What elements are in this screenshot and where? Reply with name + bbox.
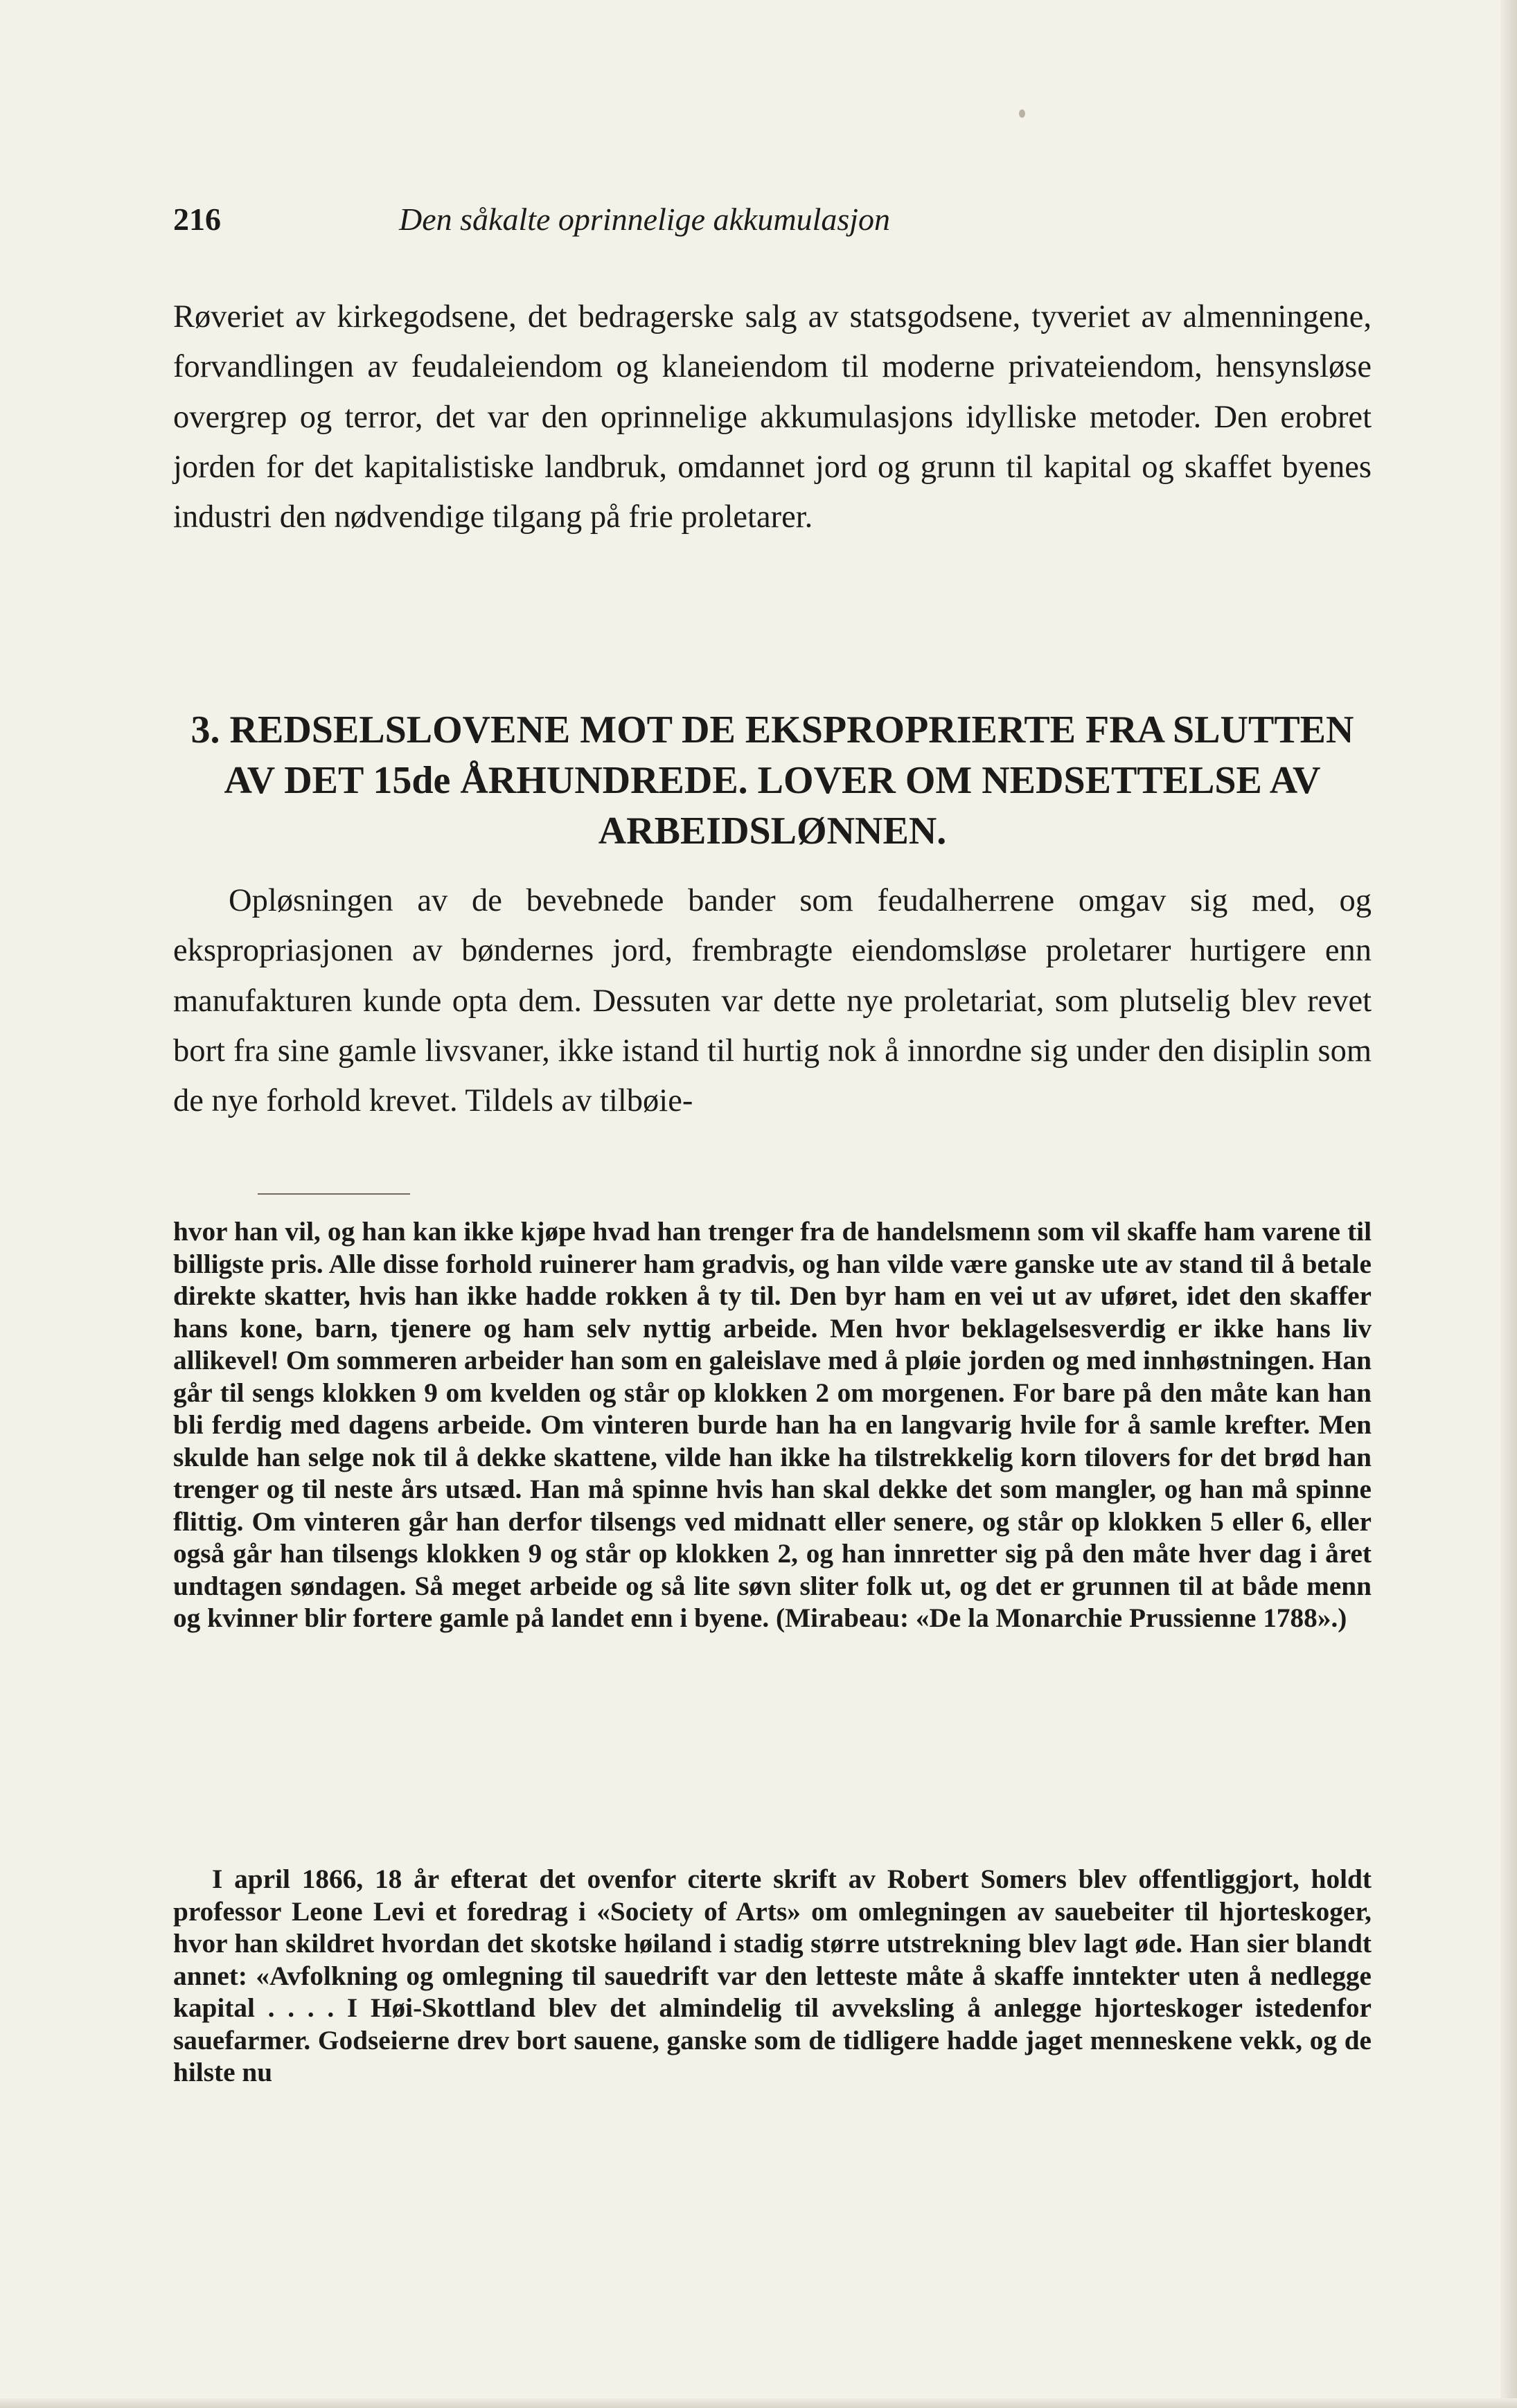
- footnote-paragraph: hvor han vil, og han kan ikke kjøpe hvad han trenger fra de handelsmenn som vil skaffe ham varene til billigste pris. Alle disse forhold ruinerer ham gradvis, og han vilde være ganske ute av stand til å betale direkte skatter, hvis han ikke hadde rokken å ty til. Den byr ham en vei ut av uføret, idet den skaffer hans kone, barn, tjenere og ham selv nyttig arbeide. Men hvor beklagelsesverdig er ikke hans liv allikevel! Om sommeren arbeider han som en galeislave med å pløie jorden og med innhøstningen. Han går til sengs klokken 9 om kvelden og står op klokken 2 om morgenen. For bare på den måte kan han bli ferdig med dagens arbeide. Om vinteren burde han ha en langvarig hvile for å samle krefter. Men skulde han selge nok til å dekke skattene, vilde han ikke ha tilstrekkelig korn tilovers for det brød han trenger og til neste års utsæd. Han må spinne hvis han skal dekke det som mangler, og han må spinne flittig. Om vinteren går han derfor tilsengs ved midnatt eller senere, og står op klokken 5 eller 6, eller også går han tilsengs klokken 9 og står op klokken 2, og han innretter sig på den måte hver dag i året undtagen søndagen. Så meget arbeide og så lite søvn sliter folk ut, og det er grunnen til at både menn og kvinner blir fortere gamle på landet enn i byene. (Mirabeau: «De la Monarchie Prussienne 1788».): [173, 1216, 1372, 1633]
- page-number: 216: [173, 202, 221, 237]
- footnote-divider: [258, 1193, 410, 1195]
- footnote-paragraph: I april 1866, 18 år efterat det ovenfor citerte skrift av Robert Somers blev offentliggjort, holdt professor Leone Levi et foredrag i «Society of Arts» om omlegningen av sauebeiter til hjorteskoger, hvor han skildret hvordan det skotske høiland i stadig større utstrekning blev lagt øde. Han sier blandt annet: «Avfolkning og omlegning til sauedrift var den letteste måte å skaffe inntekter uten å nedlegge kapital . . . . I Høi-Skottland blev det almindelig til avveksling å anlegge hjorteskoger istedenfor sauefarmer. Godseierne drev bort sauene, ganske som de tidligere hadde jaget menneskene vekk, og de hilste nu: [173, 1864, 1372, 2087]
- page-edge-shadow-bottom: [0, 2398, 1517, 2408]
- paper-speck: [1019, 109, 1025, 118]
- body-paragraph: Røveriet av kirkegodsene, det bedragerske salg av statsgodsene, tyveriet av almenningene, forvandlingen av feudaleiendom og klaneiendom til moderne privateiendom, hensynsløse overgrep og terror, det var den oprinnelige akkumulasjons idylliske metoder. Den erobret jorden for det kapitalistiske landbruk, omdannet jord og grunn til kapital og skaffet byenes industri den nødvendige tilgang på frie proletarer.: [173, 299, 1372, 535]
- running-head: [173, 195, 1372, 244]
- running-title: Den såkalte oprinnelige akkumulasjon: [399, 202, 891, 237]
- body-paragraph: Opløsningen av de bevebnede bander som feudalherrene omgav sig med, og ekspropriasjonen av bøndernes jord, frembragte eiendomsløse proletarer hurtigere enn manufakturen kunde opta dem. Dessuten var dette nye proletariat, som plutselig blev revet bort fra sine gamle livsvaner, ikke istand til hurtig nok å innordne sig under den disiplin som de nye forhold krevet. Tildels av tilbøie-: [173, 883, 1372, 1119]
- section-heading: 3. REDSELSLOVENE MOT DE EKSPROPRIERTE FRA SLUTTEN AV DET 15de ÅRHUNDREDE. LOVER OM NEDSETTELSE AV ARBEIDSLØNNEN.: [190, 708, 1354, 853]
- page-edge-shadow: [1500, 0, 1517, 2408]
